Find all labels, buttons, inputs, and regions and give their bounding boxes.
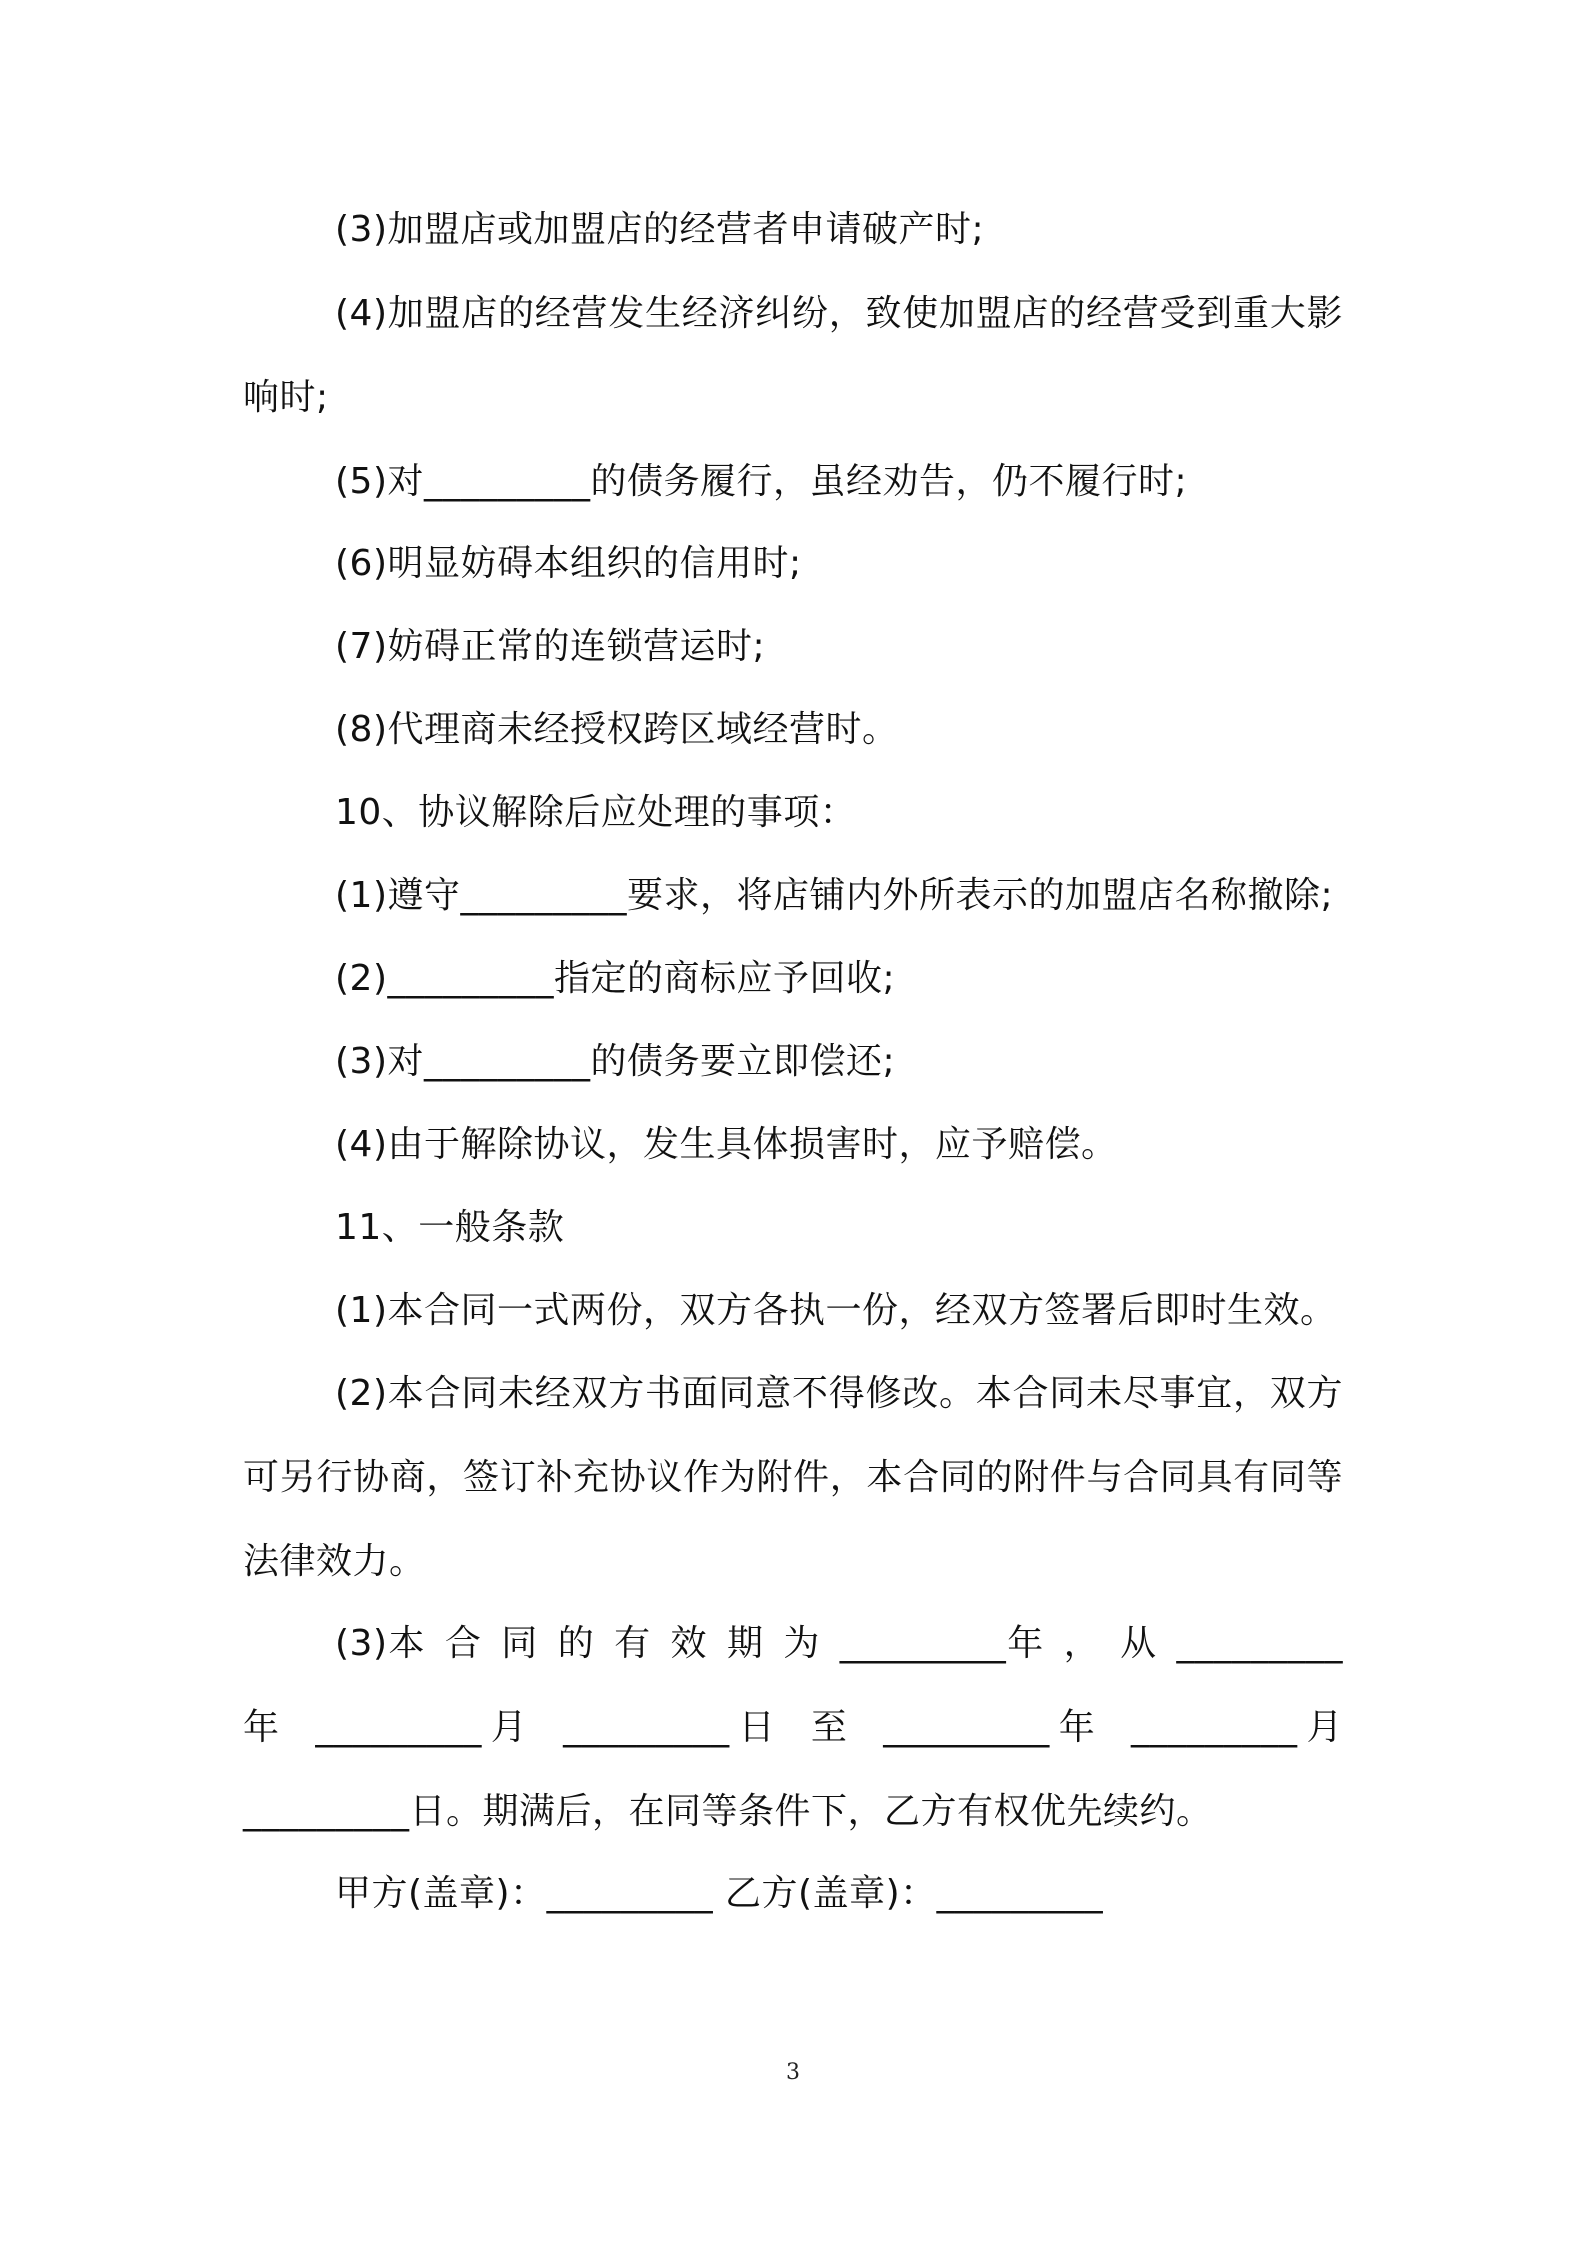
clause-9-item-7: (7)妨碍正常的连锁营运时; [335, 626, 766, 667]
clause-11-item-3: (3)本 合 同 的 有 效 期 为 _________年 ， 从 _________年 _________月 _________日 至 _________年 _________月 _________日。期满后，在同等条件下，乙方有权优先续约。 [243, 1623, 1343, 1832]
clause-10-item-3: (3)对_________的债务要立即偿还; [335, 1041, 896, 1082]
clause-10-item-4: (4)由于解除协议，发生具体损害时，应予赔偿。 [335, 1124, 1118, 1165]
clause-9-item-3: (3)加盟店或加盟店的经营者申请破产时; [335, 209, 985, 250]
clause-9-item-6: (6)明显妨碍本组织的信用时; [335, 543, 802, 584]
clause-11-item-1: (1)本合同一式两份，双方各执一份，经双方签署后即时生效。 [335, 1290, 1337, 1331]
clause-10-item-1: (1)遵守_________要求，将店铺内外所表示的加盟店名称撤除; [335, 875, 1334, 916]
page-number: 3 [786, 2060, 800, 2085]
clause-9-item-4: (4)加盟店的经营发生经济纠纷，致使加盟店的经营受到重大影响时; [243, 293, 1343, 418]
clause-9-item-5: (5)对_________的债务履行，虽经劝告，仍不履行时; [335, 461, 1188, 502]
clause-10-heading: 10、协议解除后应处理的事项： [335, 792, 857, 833]
signature-line: 甲方(盖章)：_________ 乙方(盖章)：_________ [335, 1873, 1104, 1914]
clause-11-heading: 11、一般条款 [335, 1207, 565, 1248]
clause-10-item-2: (2)_________指定的商标应予回收; [335, 958, 896, 999]
clause-11-item-2: (2)本合同未经双方书面同意不得修改。本合同未尽事宜，双方可另行协商，签订补充协议作为附件，本合同的附件与合同具有同等法律效力。 [243, 1373, 1343, 1582]
clause-9-item-8: (8)代理商未经授权跨区域经营时。 [335, 709, 899, 750]
